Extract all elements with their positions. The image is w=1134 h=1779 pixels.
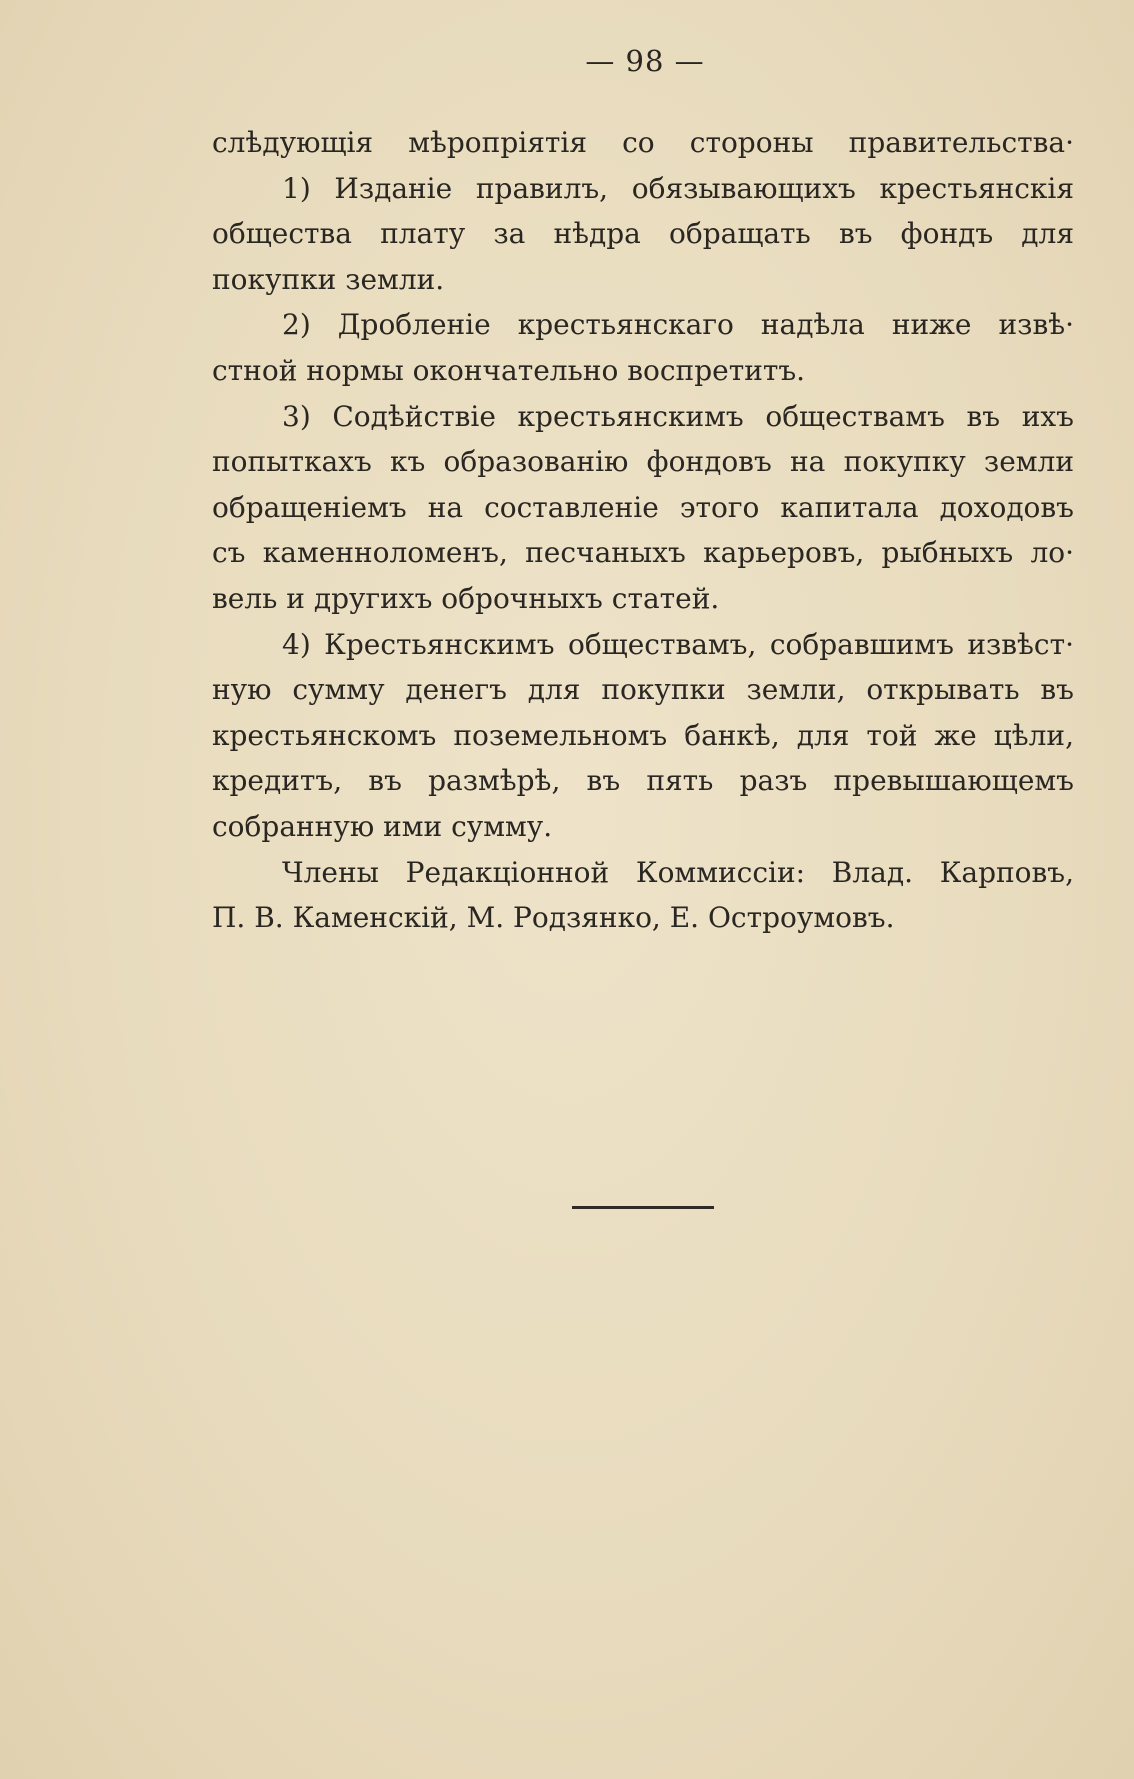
text-line: обращеніемъ на составленіе этого капитала доходовъ <box>212 490 1074 524</box>
text-line: 3) Содѣйствіе крестьянскимъ обществамъ въ ихъ <box>282 399 1074 433</box>
text-line: крестьянскомъ поземельномъ банкѣ, для той же цѣли, <box>212 718 1074 752</box>
text-line: съ каменноломенъ, песчаныхъ карьеровъ, рыбныхъ ло· <box>212 536 1074 570</box>
text-line: 4) Крестьянскимъ обществамъ, собравшимъ извѣст· <box>282 627 1074 661</box>
text-line: общества плату за нѣдра обращать въ фондъ для <box>212 217 1074 251</box>
signature-line: П. В. Каменскій, М. Родзянко, Е. Остроумовъ. <box>212 901 895 935</box>
text-line: 1) Изданіе правилъ, обязывающихъ крестьянскія <box>282 171 1074 205</box>
text-line: слѣдующія мѣропріятія со стороны правительства· <box>212 126 1074 159</box>
page-body <box>212 120 1074 941</box>
text-line: стной нормы окончательно воспретитъ. <box>212 353 806 387</box>
page-number: — 98 — <box>585 44 705 78</box>
signature-line: Члены Редакціонной Коммиссіи: Влад. Карповъ, <box>282 855 1074 889</box>
text-line: покупки земли. <box>212 262 445 296</box>
text-line: кредитъ, въ размѣрѣ, въ пять разъ превышающемъ <box>212 764 1074 798</box>
text-line: собранную ими сумму. <box>212 809 553 843</box>
text-line: вель и другихъ оброчныхъ статей. <box>212 581 720 615</box>
text-line: ную сумму денегъ для покупки земли, открывать въ <box>212 673 1074 707</box>
section-divider <box>572 1206 714 1209</box>
text-line: попыткахъ къ образованію фондовъ на покупку земли <box>212 445 1074 479</box>
text-line: 2) Дробленіе крестьянскаго надѣла ниже извѣ· <box>282 308 1074 342</box>
